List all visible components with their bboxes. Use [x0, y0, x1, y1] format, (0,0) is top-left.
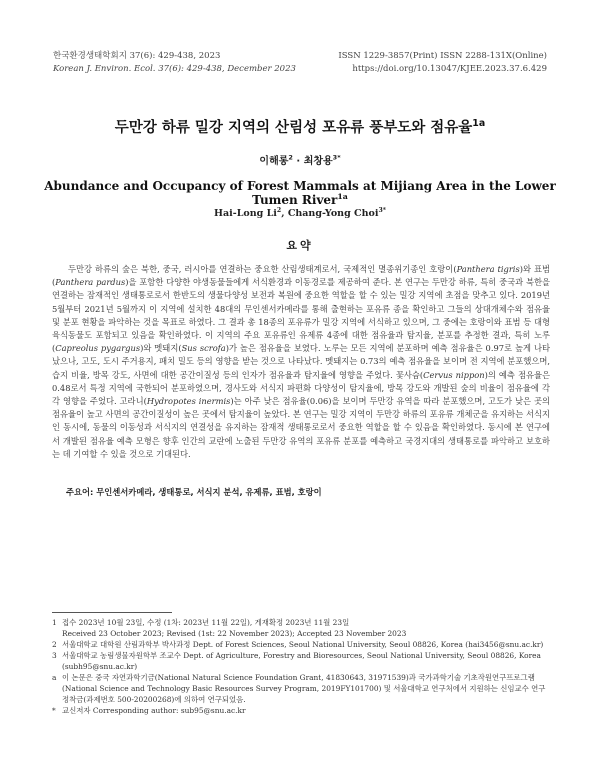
- abstract-text: )는 아주 낮은 점유율(0.06)을 보이며 두만강 유역을 따라 분포했으며, 고도가 낮은 곳의 점유율이 높고 사면의 공간이질성이 높은 곳에서 탐지율이 높았다. 본 연구는 밀강 지역이 두만강 하류의 포유류 개체군을 유지하는 서식지인 동시에, 동물의 이동성과 서식지의 연결성을 유지하는 잠재적 생태통로로서 중요한 역할을 할 수 있음을 확인하였다. 동시에 본 연구에서 개발된 점유율 예측 모형은 향후 인간의 교란에 노출된 두만강 유역의 포유류 분포를 예측하고 국경지대의 생태통로를 파악하고 보호하는 데 기여할 수 있을 것으로 기대된다.: [52, 396, 550, 459]
- footnote-mark: a: [52, 673, 57, 682]
- title-korean: [40, 116, 560, 137]
- author-1-ko-mark: 2: [288, 153, 293, 162]
- footnote-text: 이 논문은 중국 자연과학기금(National Natural Science Foundation Grant, 41830643, 31971539)과 국가과학기술 기초작원연구프로그램(National Science and Technology Basic Resources Survey Program, 2019FY101700) 및 서울대학교 연구처에서 지원하는 신임교수 연구정착금(과제번호 500-20200268)에 의하여 연구되었음.: [62, 673, 546, 704]
- footnote: [52, 705, 552, 716]
- author-2-ko-mark: 3*: [332, 153, 341, 162]
- species-name: Cervus nippon: [423, 369, 485, 380]
- footnote-divider: [52, 612, 172, 613]
- author-1-en: Hai-Long Li: [214, 208, 277, 219]
- species-name: Capreolus pygargus: [55, 343, 141, 354]
- author-2-ko: 최창용: [303, 156, 333, 167]
- authors-english: [40, 208, 560, 219]
- footnote-text: Received 23 October 2023; Revised (1st: 22 November 2023); Accepted 23 November 2023: [62, 629, 407, 638]
- authors-korean: [40, 152, 560, 167]
- abstract-text: )와 멧돼지(: [140, 343, 182, 354]
- footnote-mark: 2: [52, 640, 57, 649]
- title-korean-footnote-mark: 1a: [472, 118, 486, 130]
- author-1-ko: 이해롱: [259, 156, 289, 167]
- title-english-footnote-mark: 1a: [337, 192, 348, 201]
- footnote-mark: *: [52, 706, 56, 715]
- footnote: [52, 639, 552, 650]
- abstract-text: )가 높은 점유율을 보였다. 노루는 모든 지역에 분포하며 예측 점유율은 0.97로 높게 나타났으나, 고도, 도시 주거용지, 패치 밀도 등의 영향을 받는 것으로 나타났다. 멧돼지는 0.73의 예측 점유율을 보이며 전 지역에 분포했으며, 습지 비율, 방목 강도, 사면에 대한 공간이질성 등의 인자가 점유율과 탐지율에 영향을 주었다. 꽃사슴(: [52, 343, 550, 380]
- abstract-text: )의 예측 점유율은 0.48로서 특정 지역에 국한되어 분포하였으며, 경사도와 서식지 파편화 다양성이 탐지율에, 방목 강도와 개발된 숲의 비율이 점유율에 각각 영향을 주었다. 고라니(: [52, 369, 551, 407]
- author-2-en: Chang-Yong Choi: [287, 208, 379, 219]
- footnote-mark: 1: [52, 618, 57, 627]
- footnote-mark: 3: [52, 651, 57, 660]
- author-separator-en: ,: [281, 208, 288, 219]
- footnote: [52, 650, 552, 672]
- footnote-text: 서울대학교 대학원 산림과학부 박사과정 Dept. of Forest Sciences, Seoul National University, Seoul 08826, Korea (hai3456@snu.ac.kr): [62, 640, 544, 649]
- journal-citation: [53, 50, 296, 76]
- abstract-text: 두만강 하류의 숲은 북한, 중국, 러시아를 연결하는 중요한 산림생태계로서, 국제적인 멸종위기종인 호랑이(: [68, 264, 457, 274]
- footnote: [52, 617, 552, 628]
- title-english: [30, 179, 570, 207]
- abstract-text: )와 표범(: [52, 264, 550, 288]
- species-name: Hydropotes inermis: [146, 396, 231, 407]
- author-separator-ko: ·: [292, 156, 304, 167]
- abstract-body: [52, 263, 550, 461]
- journal-name-ko: 한국환경생태학회지 37(6): 429-438, 2023: [53, 51, 221, 61]
- journal-name-en: Korean J. Environ. Ecol. 37(6): 429-438, December 2023: [53, 64, 296, 74]
- species-name: Panthera tigris: [456, 264, 520, 274]
- abstract-heading: 요약: [286, 239, 314, 252]
- species-name: Sus scrofa: [181, 343, 226, 354]
- author-2-en-mark: 3*: [378, 206, 386, 214]
- footnote-text: 접수 2023년 10월 23일, 수정 (1차: 2023년 11월 22일), 게재확정 2023년 11월 23일: [62, 618, 350, 627]
- author-1-en-mark: 2: [276, 206, 282, 214]
- abstract-text: )을 포함한 다양한 야생동물들에게 서식환경과 이동경로를 제공하여 준다. 본 연구는 두만강 하류, 특히 중국과 북한을 연결하는 잠재적인 생태통로로서 한반도의 생물다양성 보전과 복원에 중요한 역할을 할 수 있는 밀강 지역에 초점을 맞추고 있다. 2019년 5월부터 2021년 5월까지 이 지역에 설치한 48대의 무인센서카메라를 통해 출현하는 포유류 종을 확인하고 그들의 상대개체수와 점유율 및 분포 현황을 파악하는 것을 목표로 하였다. 그 결과 총 18종의 포유류가 밀강 지역에 서식하고 있으며, 그 중에는 호랑이와 표범 등 대형 육식동물도 포함되고 있음을 확인하였다. 이 지역의 주요 포유류인 유제류 4종에 대한 점유율과 탐지율, 분포를 추정한 결과, 특히 노루(: [52, 277, 550, 354]
- species-name: Panthera pardus: [55, 277, 126, 288]
- title-korean-text: 두만강 하류 밀강 지역의 산림성 포유류 풍부도와 점유율: [114, 120, 473, 136]
- keywords: 주요어: 무인센서카메라, 생태통로, 서식지 분석, 유제류, 표범, 호랑이: [66, 487, 322, 497]
- doi-link[interactable]: https://doi.org/10.13047/KJEE.2023.37.6.429: [352, 64, 547, 74]
- issn-line: ISSN 1229-3857(Print) ISSN 2288-131X(Online): [338, 51, 547, 61]
- title-english-text: Abundance and Occupancy of Forest Mammals at Mijiang Area in the Lower Tumen River: [44, 179, 556, 207]
- footnote: [52, 672, 552, 705]
- footnote: [52, 628, 552, 639]
- footnotes: [52, 617, 552, 716]
- journal-identifiers: [338, 50, 547, 76]
- footnote-text: 교신저자 Corresponding author: sub95@snu.ac.kr: [62, 706, 246, 715]
- footnote-text: 서울대학교 농림생물자원학부 조교수 Dept. of Agriculture, Forestry and Bioresources, Seoul National University, Seoul 08826, Korea (subh95@snu.ac.kr): [62, 651, 541, 671]
